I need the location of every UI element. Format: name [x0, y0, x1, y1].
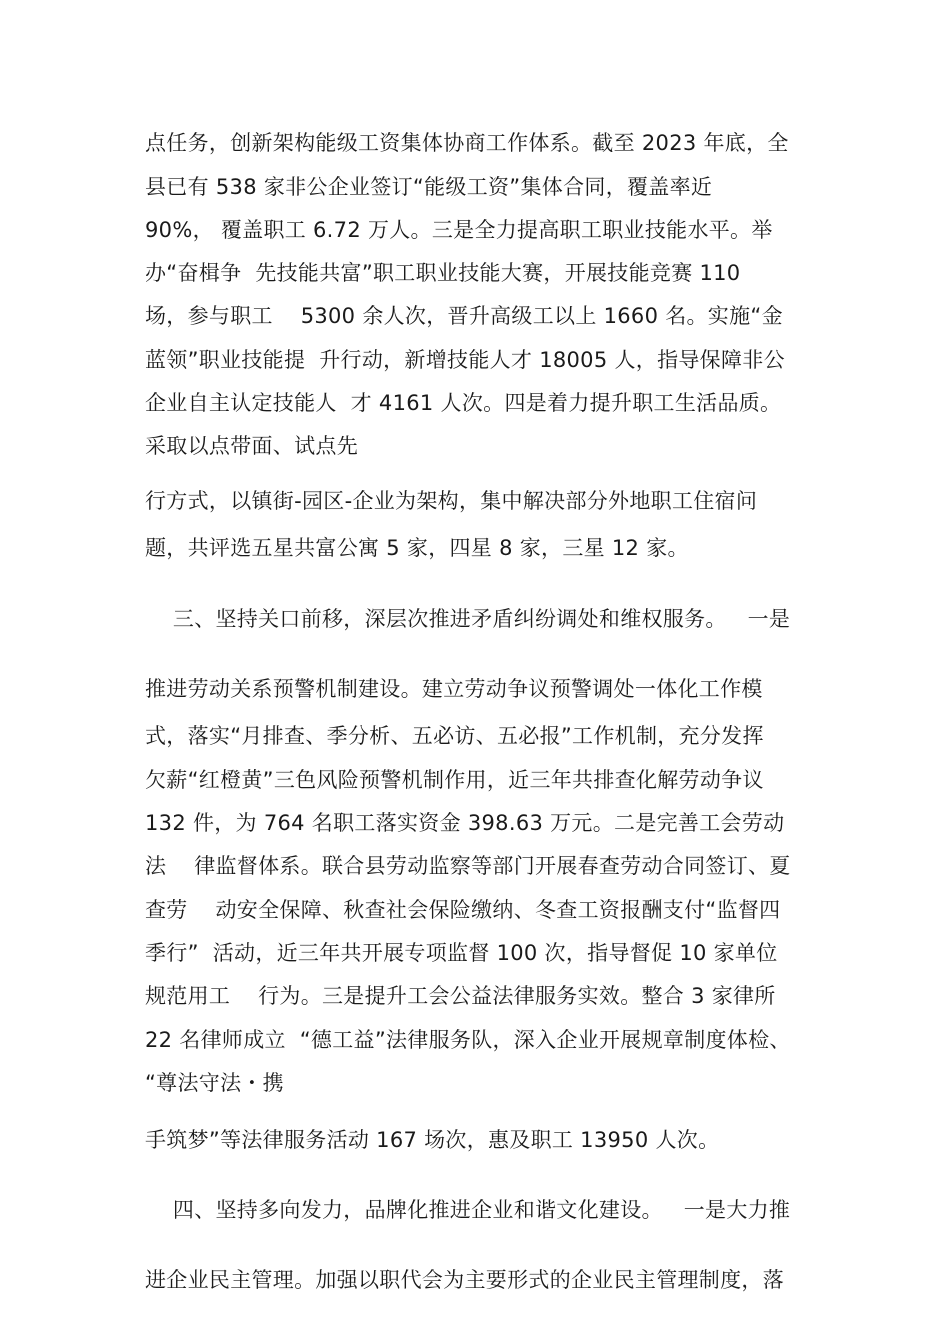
text-line: 采取以点带面、试点先 — [145, 434, 358, 458]
text-line: 22 名律师成立 “德工益”法律服务队，深入企业开展规章制度体检、 — [145, 1028, 791, 1052]
text-line: 蓝领”职业技能提 升行动，新增技能人才 18005 人，指导保障非公 — [145, 348, 785, 372]
text-line: 点任务，创新架构能级工资集体协商工作体系。截至 2023 年底，全 — [145, 131, 789, 155]
section-heading: 四、坚持多向发力，品牌化推进企业和谐文化建设。 一是大力推 — [145, 1198, 791, 1222]
text-line: 法 律监督体系。联合县劳动监察等部门开展春查劳动合同签订、夏 — [145, 854, 791, 878]
text-line: 办“奋楫争 先技能共富”职工职业技能大赛，开展技能竞赛 110 — [145, 261, 741, 285]
text-line: 查劳 动安全保障、秋查社会保险缴纳、冬查工资报酬支付“监督四 — [145, 898, 781, 922]
text-line: 场，参与职工 5300 余人次，晋升高级工以上 1660 名。实施“金 — [145, 304, 783, 328]
text-line: 规范用工 行为。三是提升工会公益法律服务实效。整合 3 家律所 — [145, 984, 776, 1008]
text-line: 推进劳动关系预警机制建设。建立劳动争议预警调处一体化工作模 — [145, 677, 763, 701]
text-line: “尊法守法・携 — [145, 1071, 284, 1095]
text-line: 行方式，以镇街-园区-企业为架构，集中解决部分外地职工住宿问 — [145, 489, 758, 513]
text-line: 题，共评选五星共富公寓 5 家，四星 8 家，三星 12 家。 — [145, 536, 689, 560]
text-line: 县已有 538 家非公企业签订“能级工资”集体合同，覆盖率近 — [145, 175, 713, 199]
section-heading: 三、坚持关口前移，深层次推进矛盾纠纷调处和维权服务。 一是 — [145, 607, 791, 631]
text-line: 欠薪“红橙黄”三色风险预警机制作用，近三年共排查化解劳动争议 — [145, 768, 764, 792]
text-line: 季行” 活动，近三年共开展专项监督 100 次，指导督促 10 家单位 — [145, 941, 778, 965]
text-line: 手筑梦”等法律服务活动 167 场次，惠及职工 13950 人次。 — [145, 1128, 720, 1152]
text-line: 90%， 覆盖职工 6.72 万人。三是全力提高职工职业技能水平。举 — [145, 218, 773, 242]
text-line: 132 件，为 764 名职工落实资金 398.63 万元。二是完善工会劳动 — [145, 811, 785, 835]
text-line: 企业自主认定技能人 才 4161 人次。四是着力提升职工生活品质。 — [145, 391, 782, 415]
text-line: 式，落实“月排查、季分析、五必访、五必报”工作机制，充分发挥 — [145, 724, 764, 748]
text-line: 进企业民主管理。加强以职代会为主要形式的企业民主管理制度，落 — [145, 1268, 784, 1292]
